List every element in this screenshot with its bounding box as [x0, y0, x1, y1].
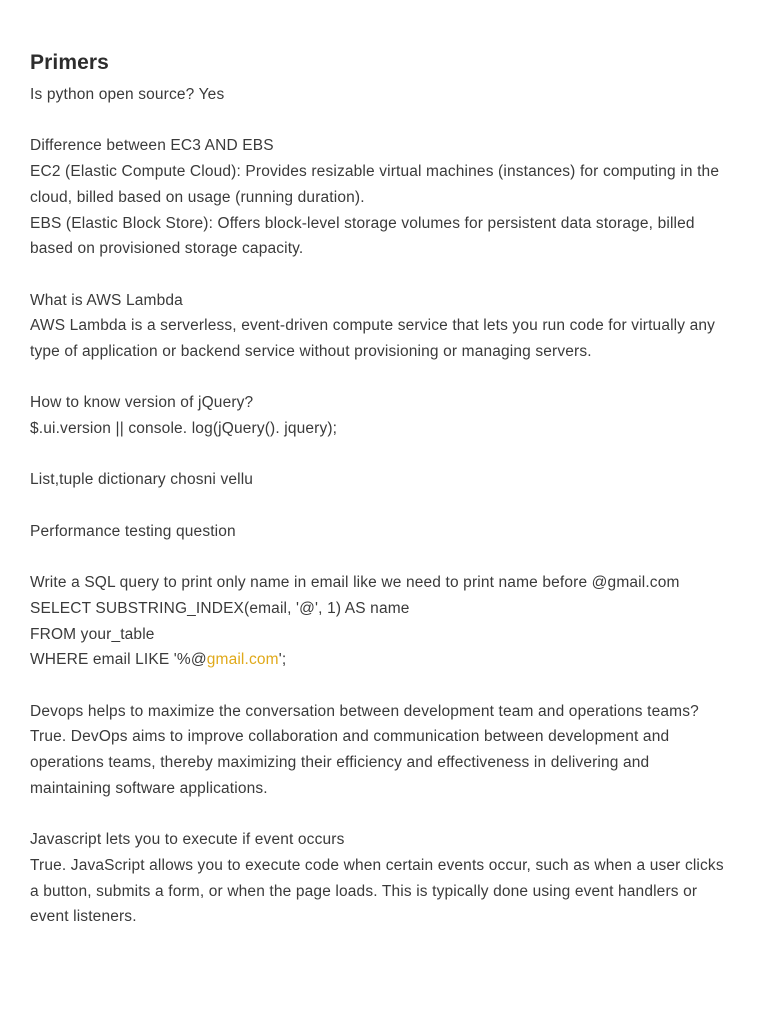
note-line-empty — [30, 802, 730, 828]
note-line: Devops helps to maximize the conversation between development team and operations teams? — [30, 702, 699, 720]
note-line-empty — [30, 108, 730, 134]
note-line: Performance testing question — [30, 522, 236, 540]
note-line-empty — [30, 673, 730, 699]
note-line: EBS (Elastic Block Store): Offers block-level storage volumes for persistent data storage, billed based on provisioned storage capacity. — [30, 214, 700, 258]
note-line: Javascript lets you to execute if event occurs — [30, 831, 345, 849]
note-line: FROM your_table — [30, 625, 155, 643]
note-line: How to know version of jQuery? — [30, 394, 254, 412]
note-title: Primers — [30, 51, 109, 74]
note-line: SELECT SUBSTRING_INDEX(email, '@', 1) AS name — [30, 599, 410, 617]
sql-where-suffix: '; — [278, 651, 287, 669]
note-line: True. JavaScript allows you to execute code when certain events occur, such as when a user clicks a button, submits a form, or when the page loads. This is typically done using event handlers or event listeners. — [30, 856, 729, 926]
note-line: Difference between EC3 AND EBS — [30, 137, 274, 155]
note-line-empty — [30, 442, 730, 468]
note-line: True. DevOps aims to improve collaboration and communication between development and operations teams, thereby maximizing their efficiency and effectiveness in delivering and maintaining software applications. — [30, 728, 674, 797]
sql-where-prefix: WHERE email LIKE '%@ — [30, 651, 207, 669]
note-body[interactable] — [30, 48, 730, 930]
note-line: Write a SQL query to print only name in email like we need to print name before @gmail.com — [30, 574, 680, 592]
note-line-empty — [30, 493, 730, 519]
note-line: EC2 (Elastic Compute Cloud): Provides resizable virtual machines (instances) for computing in the cloud, billed based on usage (running duration). — [30, 163, 724, 206]
note-line: AWS Lambda is a serverless, event-driven compute service that lets you run code for virtually any type of application or backend service without provisioning or managing servers. — [30, 317, 720, 360]
note-line-empty — [30, 262, 730, 288]
note-line: What is AWS Lambda — [30, 291, 183, 309]
note-line-sql-where — [30, 647, 730, 673]
note-line: $.ui.version || console. log(jQuery(). jquery); — [30, 420, 338, 438]
note-line: Is python open source? Yes — [30, 86, 225, 103]
note-line-empty — [30, 545, 730, 571]
email-link[interactable]: gmail.com — [206, 651, 279, 669]
note-line: List,tuple dictionary chosni vellu — [30, 471, 254, 489]
note-line-empty — [30, 365, 730, 391]
